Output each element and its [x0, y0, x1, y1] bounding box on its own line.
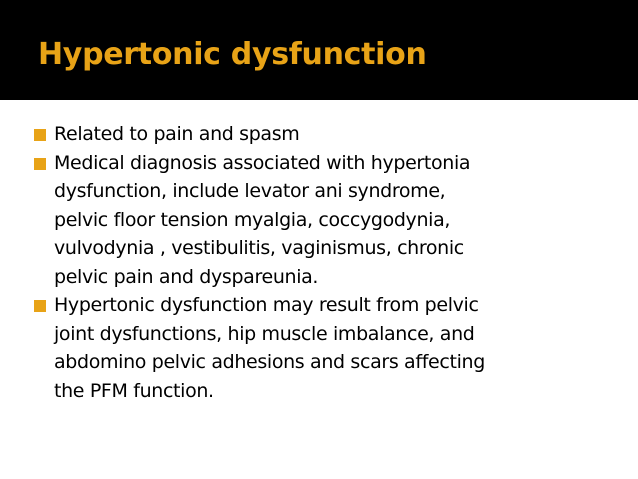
bullet-text-line: Medical diagnosis associated with hypertonia [54, 151, 471, 174]
square-bullet-icon [34, 158, 46, 170]
title-band [0, 0, 638, 100]
slide-content [0, 100, 638, 479]
square-bullet-icon [34, 129, 46, 141]
bullet-text-line: the PFM function. [54, 379, 214, 402]
bullet-item-hypertonic-result [34, 291, 634, 405]
bullet-text-line: joint dysfunctions, hip muscle imbalance, and [54, 322, 475, 345]
bullet-text-line: pelvic floor tension myalgia, coccygodynia, [54, 208, 451, 231]
bullet-text-line: vulvodynia , vestibulitis, vaginismus, chronic [54, 237, 464, 259]
bullet-list [34, 120, 634, 405]
bullet-item-medical-diagnosis [34, 149, 634, 292]
slide-title: Hypertonic dysfunction [38, 37, 427, 72]
bullet-text-line: pelvic pain and dyspareunia. [54, 265, 319, 288]
bullet-text-line: dysfunction, include levator ani syndrome, [54, 180, 446, 202]
bullet-text-line: Hypertonic dysfunction may result from pelvic [54, 294, 479, 316]
square-bullet-icon [34, 300, 46, 312]
bullet-item-pain-spasm [34, 120, 634, 149]
bullet-text-line: abdomino pelvic adhesions and scars affecting [54, 351, 485, 373]
bullet-text-line: Related to pain and spasm [54, 123, 300, 145]
